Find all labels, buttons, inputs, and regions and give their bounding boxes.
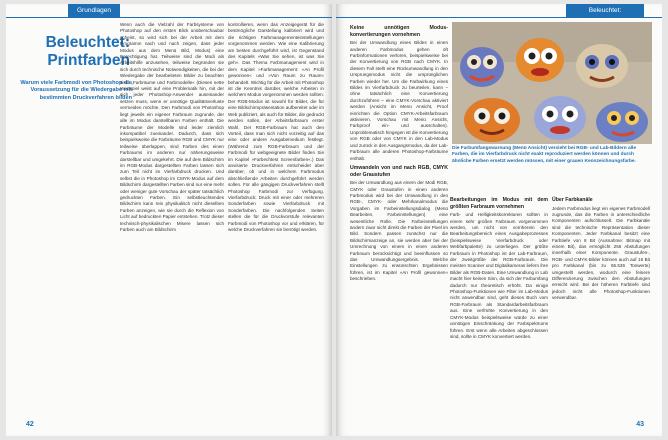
page-number: 42 xyxy=(26,421,34,428)
section-heading: Umwandeln von und nach RGB, CMYK oder Graustufen xyxy=(350,164,448,178)
left-page xyxy=(6,4,332,436)
body-text: Wenn auch die Vielzahl der Farbsysteme von Photoshop auf den ersten Blick unüberschaubar scheint, so wird sich bei der Arbeit mit dem Programm nach und nach zeigen, dass jeder Modus aus dem Menü Bild, Modus) eine Berechtigung hat. Teilweise sind die Modi als Arbeitshilfe anzusehen, teilweise begründen sie sich durch technische Notwendigkeiten, die bei der Wiedergabe der bearbeiteten Bilder zu beachten sind. „Farbräume und Farbmodelle« (Dieses nette Wortspiel weist auf eine Problematik hin, mit der sich jeder Photoshop-Anwender auseinander setzen muss, wenn er unnötige Qualitätsverluste vermeiden möchte. Den Farbmodi von Photoshop liegt jeweils ein eigener Farbraum zugrunde, der alle im Modus darstellbaren Farben enthält. Die Farbräume der Modelle sind leider ziemlich inkompatibel zueinander. Dadurch, dass sich beispielsweise die Farbräume RGB und CMYK nur teilweise überlappen, sind Farben des einen Farbraums im anderen nur näherungsweise darstellbar und umgekehrt. Die auf dem Bildschirm im RGB-Modus dargestellten Farben lassen sich zum Teil nicht im Vierfarbdruck drucken. Und selbst die in Photoshop im CMYK-Modus auf dem Bildschirm dargestellten Farben sind nur eine mehr oder weniger gute Vorschau der später tatsächlich gedruckten Farben. Ein selbstleuchtendes Bildschirm kann rein physikalisch nicht dieselben Farben anzeigen, wie sie durch die Reflexion von Licht auf bedruckten Papier entstehen. Trotz dieser technisch-physikalischen Misere lassen sich Farben auch am Bildschirm xyxy=(120,22,224,232)
page-title xyxy=(30,34,130,70)
colorful-figures-photo xyxy=(452,22,652,144)
section-heading: Bearbeitungen im Modus mit dem größten Farbraum vornehmen xyxy=(450,197,548,210)
figure-caption: Die Farbumfangswarnung (Menü Ansicht) versieht bei RGB- und Lab-Bildern alle Farben, die im Vierfarbdruck nicht exakt reproduziert werden können und durch ähnliche Farben ersetzt werden müssen, mit einer grauen Kennzeichnungsfarbe. xyxy=(452,146,636,164)
body-text: kontrollieren, wenn das Anzeigegerät für die bestmögliche Darstellung kalibriert wird und die richtigen Farbmanagementeinstellungen vorgenommen werden. Wie eine Kalibrierung am besten durchgeführt wird, ist Gegenstand des Kapitels »Was Sie sehen, ist was Sie geh«. Das Thema Farbmanagement wird in dem Kapitel »Farbmanagement: »An Profil gewonnen« und »Von Raum zu Raum« behandelt. Wichtig für die Arbeit mit Photoshop ist die Kenntnis darüber, welche Arbeiten in welchem Modus vorgenommen werden sollten. Der RGB-Modus ist sowohl für Bilder, die für eine Bildschirmpräsentation aufbereitet oder im Web publiziert, als auch für Bilder, die gedruckt werden sollen, der Arbeitsfarbraum erster Wahl. Der RGB-Farbraum hat auch den Vorteil, dass man sich nicht vorzeitig auf das eine oder andere Ausgabemedium festlegt. (Während zum RGB-Farbraum und der Farbmodi für webgeeignete Bilder finden Sie im Kapitel »Farbechtest Screenfarben«.) Das anvisierte Druckverfahren entscheidet aber darüber, ob und in welchem Farbmodus abschließende Arbeiten durchgeführt werden sollen. Für alle gängigen Druckverfahren stellt Photoshop Farbmodi zur Verfügung. Vierfarbdruck: Druck mit einer oder mehreren Sonderfarben sowie Vierfarbdruck mit Sonderfarben. Die nachfolgenden Seiten stellen die für die Druckvorstufe relevanten Farbmodi von Photoshop vor und erklären, für welche Druckverfahren sie benötigt werden. xyxy=(228,22,325,232)
body-text: Farb- und Helligkeitskorrekturen sollten in einem sehr großen Farbraum vorgenommen werden, um nicht von vornherein den Bearbeitungsbereich eines Ausgabeprozesses (beispielsweise Vierfarbdruck oder Webfarbpalette) zu unterliegen. Der größte Farbraum in Photoshop ist der Lab-Farbraum, der zweitgrößte der RGB-Farbraum. Die meisten Scanner und Digitalkameras liefern ihre Bilder als RGB-Daten. Eine Umwandlung in Lab macht hier keinen Sinn, da sich der Farbumfang dadurch nur theoretisch erhöht. Da einige Photoshop-Funktionen wie Filter im Lab-Modus nicht anwendbar sind, geht dieses Buch vom RGB-Farbraum als Standardarbeitsfarbraum aus. Eine verfrühte Konvertierung in den CMYK-Modus beispielsweise würde zu einer unnötigen Einschränkung der Farbspektrums führen. Erst wenn alle Arbeiten abgeschlossen sind, sollte in CMYK konvertiert werden. xyxy=(450,212,548,339)
book-spread xyxy=(6,4,662,436)
right-page xyxy=(336,4,662,436)
running-header: Grundlagen xyxy=(68,4,120,18)
text-column-3 xyxy=(350,22,448,420)
section-heading: Über Farbkanäle xyxy=(552,197,593,203)
text-column-4 xyxy=(450,194,548,420)
section-heading: Keine unnötigen Modus-konvertierungen vornehmen xyxy=(350,25,448,38)
body-text: Bei der Umwandlung eines Bildes in einen anderen Farbmodus gehen oft Farbinformationen verloren, beispielsweise bei der Konvertierung von RGB nach CMYK. In diesem Fall stellt eine Rückumwandlung in den Ursprungsmodus nicht die ursprünglichen Farben wieder her. Um die Farbwirkung eines Bildes im Vierfarbdruck zu beurteilen, kann – ohne tatsächlich eine Konvertierung durchzuführen – eine CMYK-Vorschau aktiviert werden (Ansicht im Menü Ansicht, Proof einrichten die Option CMYK-Arbeitsfarbraum aktivieren, Vorschau mit Menü Ansicht, Farbproof ein- und ausschalten). Unproblematisch hingegen ist die Konvertierung von RGB oder von CMYK in den Lab-Modus und zurück in den Ausgangsmodus, da der Lab-Farbraum alle anderen Photoshop-Farbräume enthält. xyxy=(350,40,448,161)
text-column-1 xyxy=(120,22,224,420)
body-text: Bei der Umwandlung aus einem der Modi RGB, CMYK oder Graustufen in einen anderen Farbmodus wird bei der Umwandlung in den RGB-, CMYK- oder Mehrkanalmodus die Vorgaben im Farbeinstellungsdialog (Menü Bearbeiten, Farbeinstellungen) eine wesentliche Rolle. Die Farbeinstellungen ändern zwar nicht direkt die Farben der Pixel im Bild. Sondern passen zunächst nur die Bildschirmanzeige an, sie werden aber bei der Umrechnung von einem in einen anderen Farbraum berücksichtigt und beeinflussen so das Umwandlungsergebnis. Welche Einstellungen zu erwünschten Ergebnissen führen, ist im Kapitel »An Profil gewonnen« beschrieben. xyxy=(350,180,448,282)
figure-image xyxy=(452,22,652,144)
header-rule xyxy=(6,17,332,18)
page-subtitle: Warum viele Farbmodi von Photoshop die Voraussetzung für die Wiedergabe mit bestimmten Druckverfahren bilden xyxy=(20,80,132,101)
body-text: Jedem Farbmodus liegt ein eigenes Farbmodell zugrunde, das die Farben in unterschiedliche Komponenten aufschlüsselt. Die Farbkanäle sind die technische Repräsentation dieser Komponenten. Jeder Farbkanal besitzt eine Farbtiefe von 8 Bit (Ausnahme: Bitmap mit einem Bit), das ermöglicht 256 Abstufungen innerhalb einer Komponente. Graustufen-, RGB- und CMYK-Bilder können auch auf 16 Bit pro Farbkanal (bis zu 65.536 Tonwerte) umgestellt werden, wodurch eine feinere Differenzierung zwischen den Abstufungen erreicht wird. Bei der höheren Farbtiefe sind jedoch nicht alle Photoshop-Funktionen verwendbar. xyxy=(552,205,650,301)
text-column-2 xyxy=(228,22,324,322)
title-line-1: Beleuchtet: xyxy=(45,34,130,51)
running-header: Beleuchtet: xyxy=(566,4,644,18)
text-column-5 xyxy=(552,194,650,420)
page-number: 43 xyxy=(636,421,644,428)
title-line-2: Printfarben xyxy=(47,52,130,69)
